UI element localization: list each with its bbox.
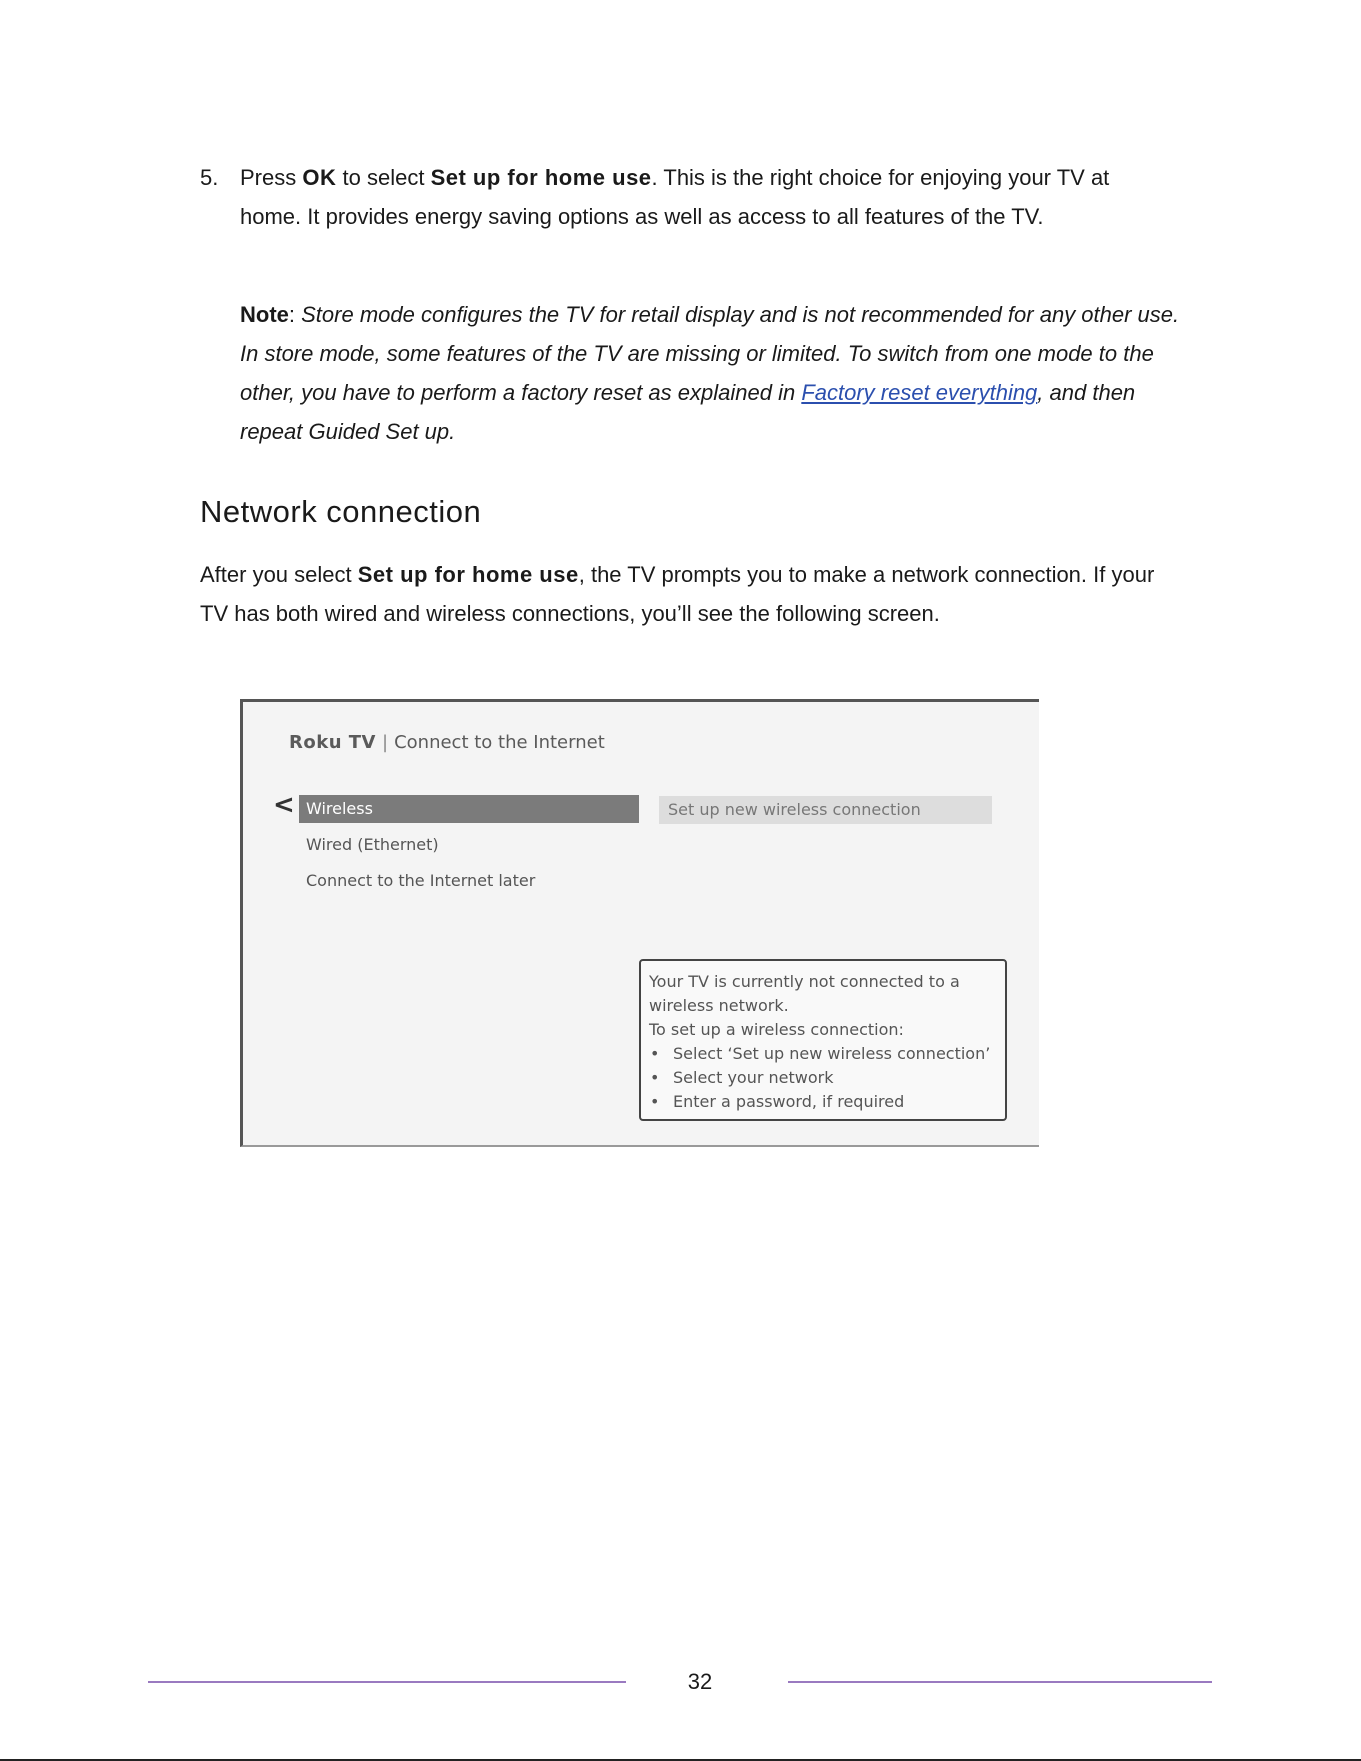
menu-item-wireless: Wireless (299, 795, 639, 823)
factory-reset-link[interactable]: Factory reset everything (801, 380, 1038, 405)
note-colon: : (288, 302, 296, 327)
note (240, 295, 1200, 451)
step-press: Press (240, 165, 297, 190)
back-arrow-icon: < (273, 790, 295, 820)
note-label: Note (240, 302, 289, 327)
screen-header (289, 732, 605, 753)
info-line: To set up a wireless connection: (649, 1020, 904, 1039)
home-use-option: Set up for home use (430, 165, 652, 190)
step-text (240, 158, 1140, 236)
info-bullet: • Enter a password, if required (649, 1090, 997, 1114)
ok-key: OK (302, 165, 337, 190)
step-number: 5. (200, 165, 219, 190)
footer-divider-left (148, 1681, 626, 1683)
para-after: , the TV prompts you to make a network connection. If your TV has both wired and wireless connections, you’ll see the following screen. (200, 562, 1155, 626)
network-paragraph (200, 555, 1160, 633)
note-text-end: , and then repeat Guided Set up. (240, 380, 1136, 444)
step-to-select: to select (342, 165, 425, 190)
note-text: Store mode configures the TV for retail display and is not recommended for any other use. In store mode, some features of the TV are missing or limited. To switch from one mode to the other, you have to perform a factory reset as explained in (240, 302, 1180, 405)
roku-tv-logo: Roku TV (289, 732, 376, 753)
header-separator: | (382, 732, 389, 753)
menu-item-later: Connect to the Internet later (306, 871, 536, 890)
footer-divider-right (788, 1681, 1212, 1683)
connection-menu (299, 795, 639, 903)
info-bullet: • Select your network (649, 1066, 997, 1090)
info-bullet: • Select ‘Set up new wireless connection’ (649, 1042, 997, 1066)
section-heading: Network connection (200, 494, 482, 529)
para-before: After you select (200, 562, 358, 587)
info-line: Your TV is currently not connected to a wireless network. (649, 972, 960, 1015)
menu-item-wired: Wired (Ethernet) (306, 835, 439, 854)
page-number: 32 (687, 1669, 713, 1694)
info-box (639, 959, 1007, 1121)
home-use-option-inline: Set up for home use (357, 562, 579, 587)
screen-title: Connect to the Internet (394, 732, 605, 753)
info-bullets (649, 1042, 997, 1114)
new-wireless-option: Set up new wireless connection (659, 796, 992, 824)
step-rest: . This is the right choice for enjoying your TV at home. It provides energy saving options as well as access to all features of the TV. (240, 165, 1110, 229)
tv-screenshot (240, 699, 1039, 1147)
